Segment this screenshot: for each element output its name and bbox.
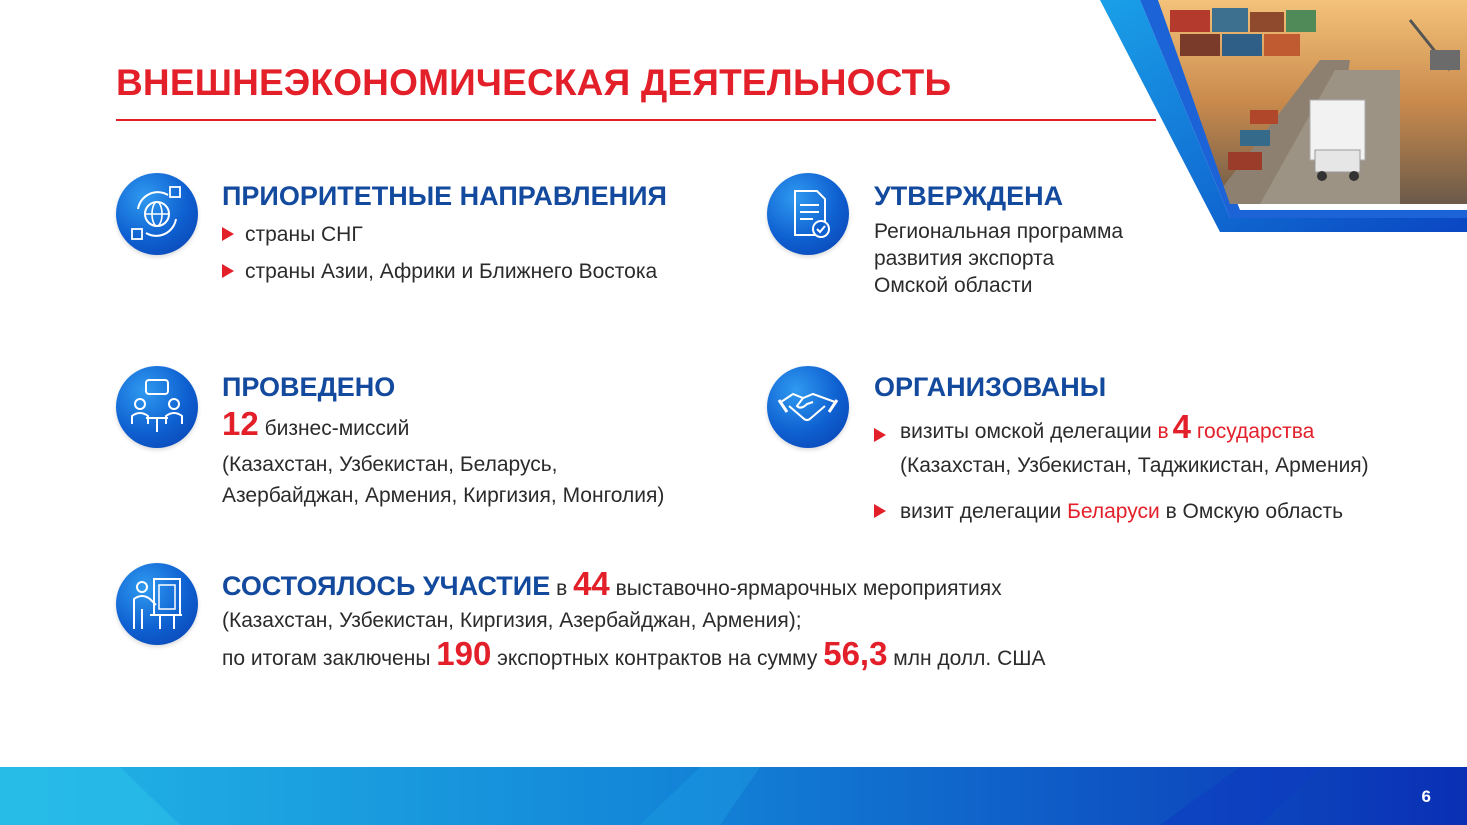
priority-item-cis: страны СНГ (245, 223, 363, 246)
held-count-line (222, 405, 410, 442)
priorities-heading: ПРИОРИТЕТНЫЕ НАПРАВЛЕНИЯ (222, 181, 667, 211)
logistics-photo (1100, 0, 1467, 232)
organized-item-belarus (900, 498, 1343, 525)
participation-contracts-line (222, 635, 1046, 672)
visits-text: визиты омской делегации (900, 420, 1152, 443)
participation-countries: (Казахстан, Узбекистан, Киргизия, Азербайджан, Армения); (222, 609, 802, 632)
held-countries-line-2: Азербайджан, Армения, Киргизия, Монголия) (222, 484, 665, 507)
contracts-middle: экспортных контрактов на сумму (497, 647, 818, 670)
participation-line-1 (222, 565, 1002, 602)
bullet-icon (874, 504, 886, 518)
handshake-icon (767, 366, 849, 448)
belarus-visit-rest: в Омскую область (1165, 500, 1344, 523)
approved-line-2: развития экспорта (874, 247, 1055, 270)
organized-heading: ОРГАНИЗОВАНЫ (874, 372, 1107, 402)
held-countries-line-1: (Казахстан, Узбекистан, Беларусь, (222, 453, 558, 476)
organized-item-visits (900, 408, 1315, 445)
contracts-sum: 56,3 (823, 635, 888, 672)
participation-in: в (556, 577, 568, 600)
business-meeting-icon (116, 366, 198, 448)
belarus-name: Беларуси (1067, 500, 1160, 523)
belarus-visit-text: визит делегации (900, 500, 1062, 523)
business-missions-count: 12 (222, 405, 259, 442)
visits-in: в (1157, 420, 1169, 443)
organized-visits-countries: (Казахстан, Узбекистан, Таджикистан, Армения) (900, 454, 1369, 477)
approved-line-1: Региональная программа (874, 220, 1124, 243)
bullet-icon (222, 264, 234, 278)
priority-item-asia-africa: страны Азии, Африки и Ближнего Востока (245, 260, 658, 283)
bullet-icon (222, 227, 234, 241)
presentation-stand-icon (116, 563, 198, 645)
visits-states-label: государства (1196, 420, 1315, 443)
participation-heading: СОСТОЯЛОСЬ УЧАСТИЕ (222, 571, 551, 601)
approved-line-3: Омской области (874, 274, 1033, 297)
bullet-icon (874, 428, 886, 442)
events-count: 44 (573, 565, 610, 602)
page-number: 6 (1421, 787, 1431, 806)
visits-states-count: 4 (1172, 408, 1191, 445)
contracts-count: 190 (436, 635, 492, 672)
document-check-icon (767, 173, 849, 255)
business-missions-label: бизнес-миссий (264, 417, 410, 440)
footer-band (0, 767, 1467, 825)
contracts-prefix: по итогам заключены (222, 647, 431, 670)
globe-exchange-icon (116, 173, 198, 255)
held-heading: ПРОВЕДЕНО (222, 372, 396, 402)
title-divider (116, 119, 1156, 121)
page-title: ВНЕШНЕЭКОНОМИЧЕСКАЯ ДЕЯТЕЛЬНОСТЬ (116, 62, 952, 103)
events-label: выставочно-ярмарочных мероприятиях (615, 577, 1002, 600)
contracts-sum-unit: млн долл. США (893, 647, 1046, 670)
approved-heading: УТВЕРЖДЕНА (874, 181, 1064, 211)
